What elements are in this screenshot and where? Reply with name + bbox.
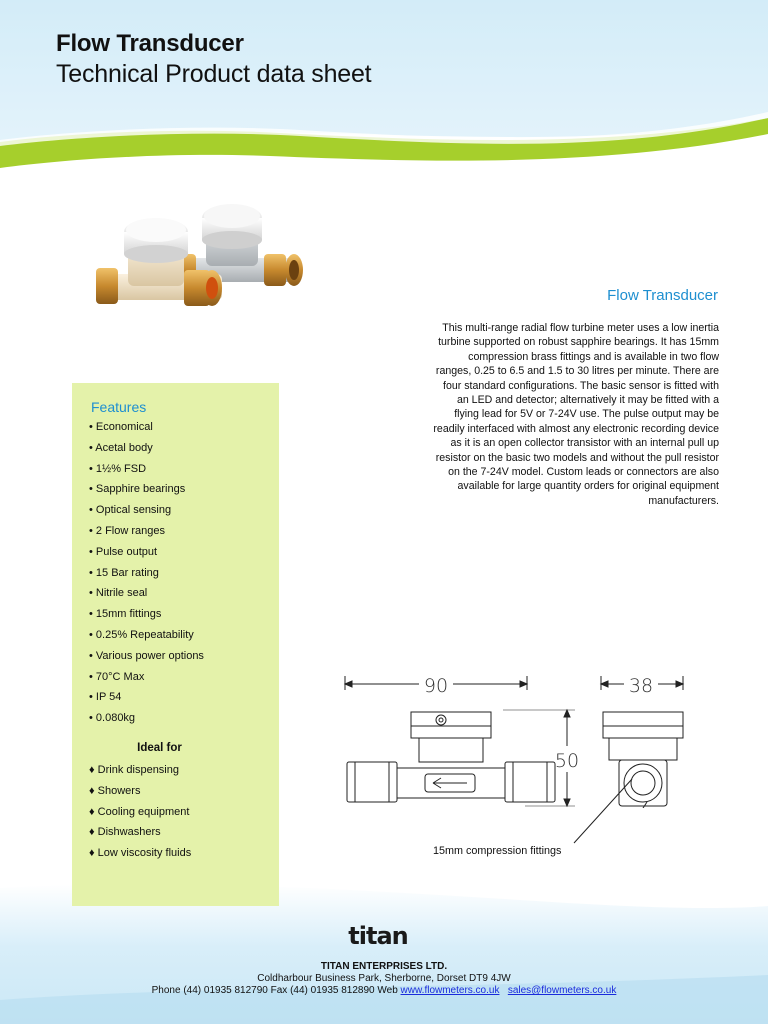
email-link[interactable]: sales@flowmeters.co.uk (507, 985, 617, 996)
titan-logo (340, 925, 416, 947)
ideal-for-item: ♦ Showers (89, 784, 141, 797)
dimension-90 (345, 675, 527, 697)
dimension-drawing (335, 668, 695, 808)
feature-item: • 0.25% Repeatability (89, 628, 194, 641)
page-subtitle: Technical Product data sheet (56, 60, 372, 88)
ideal-for-item: ♦ Cooling equipment (89, 805, 190, 818)
contact-phone-fax: Phone (44) 01935 812790 Fax (44) 01935 812890 Web (151, 985, 401, 996)
feature-item: • 1½% FSD (89, 462, 147, 475)
feature-item: • 2 Flow ranges (89, 524, 165, 537)
feature-item: • 15 Bar rating (89, 566, 159, 579)
feature-item: • 0.080kg (89, 712, 136, 725)
fittings-leader-line (560, 775, 640, 850)
dim-50-label: 50 (554, 750, 580, 772)
feature-item: • IP 54 (89, 691, 122, 704)
features-list (89, 420, 204, 732)
description-text: This multi-range radial flow turbine meter uses a low inertia turbine supported on robust sapphire bearings. It has 15mm compression brass fittings and is available in two flow ranges, 0.25 to 6.5 and 1.5 to 30 litres per minute. There are four standard configurations. The basic sensor is fitted with an LED and detector; alternatively it may be fitted with a flying lead for 5V or 7-24V use. The pulse output may be readily interfaced with almost any electronic recording device as it is an open collector transistor with an internal pull up resistor on the basic two models and without the pull resistor on the 7-24V model. Custom leads or connectors are also available for large quantity orders for original equipment manufacturers. (433, 322, 719, 507)
feature-item: • Optical sensing (89, 504, 172, 517)
svg-text:titan: titan (348, 925, 408, 947)
website-link[interactable]: www.flowmeters.co.uk (400, 985, 500, 996)
description-heading: Flow Transducer (607, 287, 718, 304)
dimension-38 (601, 675, 683, 697)
fittings-label: 15mm compression fittings (433, 845, 562, 857)
product-photo (88, 196, 328, 336)
ideal-for-list (89, 763, 191, 867)
ideal-for-heading: Ideal for (137, 742, 182, 754)
feature-item: • 70°C Max (89, 670, 145, 683)
ideal-for-item: ♦ Low viscosity fluids (89, 847, 192, 860)
feature-item: • Acetal body (89, 441, 153, 454)
feature-item: • Economical (89, 421, 153, 433)
company-name: TITAN ENTERPRISES LTD. (320, 961, 448, 972)
meter-side-view (347, 712, 555, 802)
ideal-for-item: ♦ Drink dispensing (89, 764, 179, 776)
feature-item: • Pulse output (89, 545, 158, 558)
feature-item: • Sapphire bearings (89, 483, 186, 496)
features-heading: Features (91, 399, 147, 415)
feature-item: • Various power options (89, 649, 204, 662)
company-address: Coldharbour Business Park, Sherborne, Dorset DT9 4JW (257, 973, 511, 984)
dim-38-label: 38 (628, 675, 654, 697)
company-contact (0, 985, 768, 996)
feature-item: • 15mm fittings (89, 608, 162, 621)
feature-item: • Nitrile seal (89, 587, 148, 600)
page-title: Flow Transducer (56, 30, 244, 57)
features-panel (72, 383, 279, 906)
dim-90-label: 90 (423, 675, 449, 697)
ideal-for-item: ♦ Dishwashers (89, 826, 161, 839)
